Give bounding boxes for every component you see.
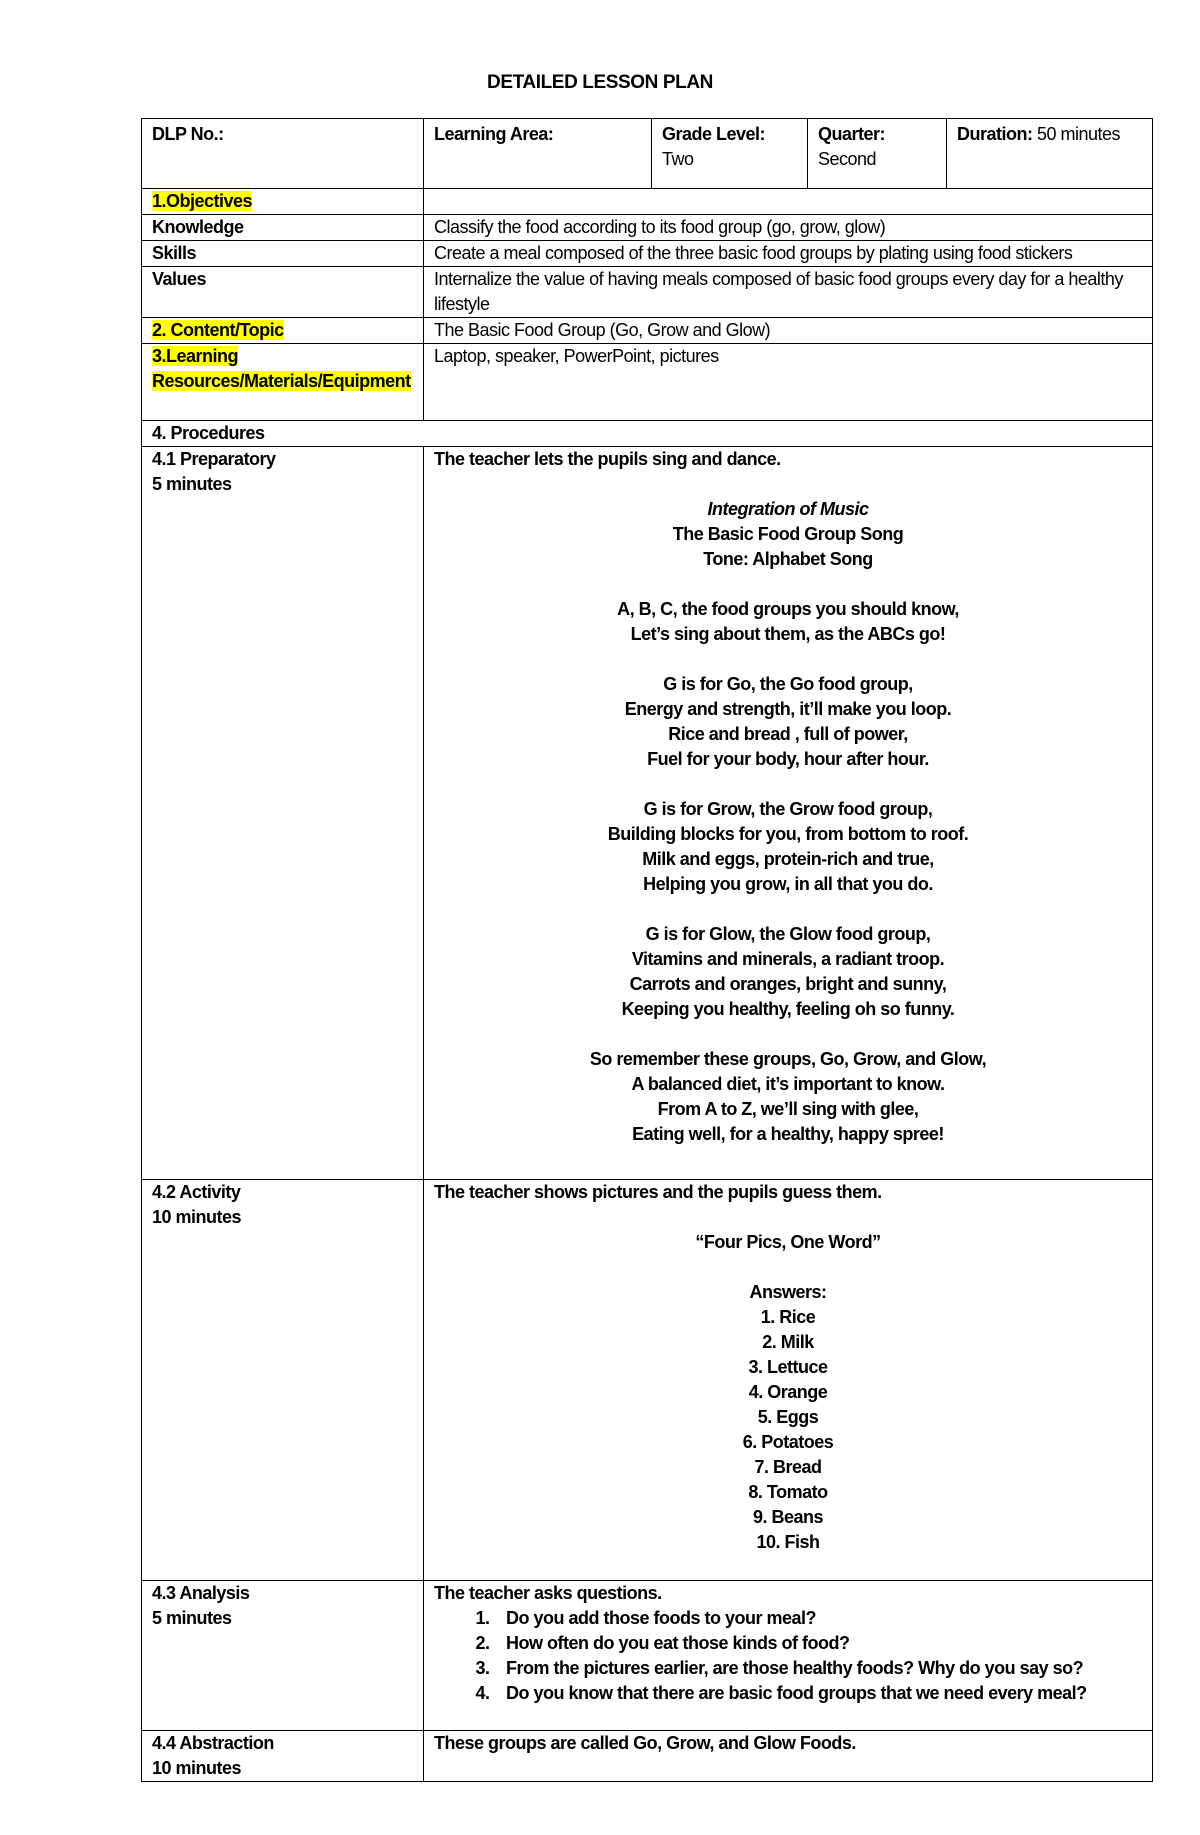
grade-value: Two [662,149,694,169]
song-line: Keeping you healthy, feeling oh so funny. [621,999,955,1019]
dlp-label: DLP No.: [152,124,224,144]
abstraction-label-cell [142,1731,424,1782]
activity-label: 4.2 Activity [152,1182,241,1202]
preparatory-content [424,447,1153,1180]
content-label: 2. Content/Topic [152,320,284,340]
song-line: Milk and eggs, protein-rich and true, [642,849,934,869]
resources-label: 3.Learning Resources/Materials/Equipment [152,346,411,391]
dlp-cell [142,119,424,189]
abstraction-time: 10 minutes [152,1758,242,1778]
question-item: 1. Do you add those foods to your meal? [494,1606,1142,1631]
preparatory-intro: The teacher lets the pupils sing and dance. [434,449,781,469]
resources-text: Laptop, speaker, PowerPoint, pictures [424,344,1153,421]
integration-label: Integration of Music [707,499,869,519]
question-item: 3. From the pictures earlier, are those healthy foods? Why do you say so? [494,1656,1142,1681]
procedures-heading: 4. Procedures [142,421,1153,447]
analysis-time: 5 minutes [152,1608,232,1628]
skills-text: Create a meal composed of the three basic food groups by plating using food stickers [424,241,1153,267]
song-line: Rice and bread , full of power, [668,724,908,744]
objectives-heading-row [142,189,1153,215]
answers-label: Answers: [749,1282,827,1302]
skills-row [142,241,1153,267]
answer-item: 9. Beans [752,1507,824,1527]
game-title: “Four Pics, One Word” [695,1232,881,1252]
song-line: Let’s sing about them, as the ABCs go! [630,624,946,644]
learning-area-label: Learning Area: [434,124,554,144]
song-title: The Basic Food Group Song [672,524,904,544]
song-line: Eating well, for a healthy, happy spree! [632,1124,944,1144]
answers-list [434,1305,1142,1555]
song-line: Energy and strength, it’ll make you loop. [624,699,952,719]
song-line: Building blocks for you, from bottom to roof. [607,824,969,844]
analysis-content [424,1581,1153,1731]
values-row [142,267,1153,318]
song-line: Helping you grow, in all that you do. [643,874,933,894]
song-line: A, B, C, the food groups you should know, [617,599,959,619]
song-line: Vitamins and minerals, a radiant troop. [631,949,945,969]
values-text: Internalize the value of having meals composed of basic food groups every day for a healthy lifestyle [424,267,1153,318]
activity-intro: The teacher shows pictures and the pupils guess them. [434,1182,882,1202]
answer-item: 1. Rice [760,1307,816,1327]
preparatory-label: 4.1 Preparatory [152,449,276,469]
activity-row [142,1180,1153,1581]
document-title: DETAILED LESSON PLAN [487,72,713,93]
analysis-label: 4.3 Analysis [152,1583,250,1603]
duration-value: 50 minutes [1032,124,1121,144]
activity-time: 10 minutes [152,1207,242,1227]
analysis-intro: The teacher asks questions. [434,1583,662,1603]
song-block [434,497,1142,1147]
answer-item: 5. Eggs [757,1407,819,1427]
resources-row [142,344,1153,421]
question-item: 2. How often do you eat those kinds of food? [494,1631,1142,1656]
procedures-heading-row [142,421,1153,447]
questions-list [434,1606,1142,1706]
abstraction-row [142,1731,1153,1782]
lesson-plan-table [141,118,1153,1782]
song-line: So remember these groups, Go, Grow, and Glow, [589,1049,987,1069]
duration-label: Duration: [957,124,1033,144]
learning-area-cell [424,119,652,189]
answer-item: 3. Lettuce [748,1357,828,1377]
analysis-label-cell [142,1581,424,1731]
activity-content [424,1180,1153,1581]
abstraction-content: These groups are called Go, Grow, and Glow Foods. [424,1731,1153,1782]
song-line: G is for Glow, the Glow food group, [645,924,931,944]
preparatory-time: 5 minutes [152,474,232,494]
question-item: 4. Do you know that there are basic food groups that we need every meal? [494,1681,1142,1706]
knowledge-text: Classify the food according to its food group (go, grow, glow) [424,215,1153,241]
answer-item: 7. Bread [754,1457,822,1477]
quarter-label: Quarter: [818,124,886,144]
answer-item: 4. Orange [748,1382,828,1402]
knowledge-row [142,215,1153,241]
song-line: A balanced diet, it’s important to know. [631,1074,945,1094]
song-line: Fuel for your body, hour after hour. [647,749,929,769]
song-line: G is for Grow, the Grow food group, [643,799,933,819]
song-line: From A to Z, we’ll sing with glee, [657,1099,919,1119]
content-text: The Basic Food Group (Go, Grow and Glow) [424,318,1153,344]
content-label-cell [142,318,424,344]
answer-item: 8. Tomato [748,1482,828,1502]
song-tone: Tone: Alphabet Song [703,549,873,569]
answer-item: 2. Milk [762,1332,814,1352]
objectives-empty-cell [424,189,1153,215]
values-label: Values [142,267,424,318]
answer-item: 6. Potatoes [742,1432,834,1452]
activity-label-cell [142,1180,424,1581]
song-line: G is for Go, the Go food group, [663,674,913,694]
grade-label: Grade Level: [662,124,766,144]
answer-item: 10. Fish [756,1532,820,1552]
analysis-row [142,1581,1153,1731]
objectives-heading-cell [142,189,424,215]
skills-label: Skills [142,241,424,267]
preparatory-row [142,447,1153,1180]
grade-cell [652,119,808,189]
abstraction-label: 4.4 Abstraction [152,1733,274,1753]
objectives-heading: 1.Objectives [152,191,253,211]
quarter-value: Second [818,149,877,169]
quarter-cell [808,119,947,189]
header-row [142,119,1153,189]
song-line: Carrots and oranges, bright and sunny, [629,974,947,994]
knowledge-label: Knowledge [142,215,424,241]
resources-label-cell [142,344,424,421]
preparatory-label-cell [142,447,424,1180]
duration-cell [947,119,1153,189]
content-row [142,318,1153,344]
